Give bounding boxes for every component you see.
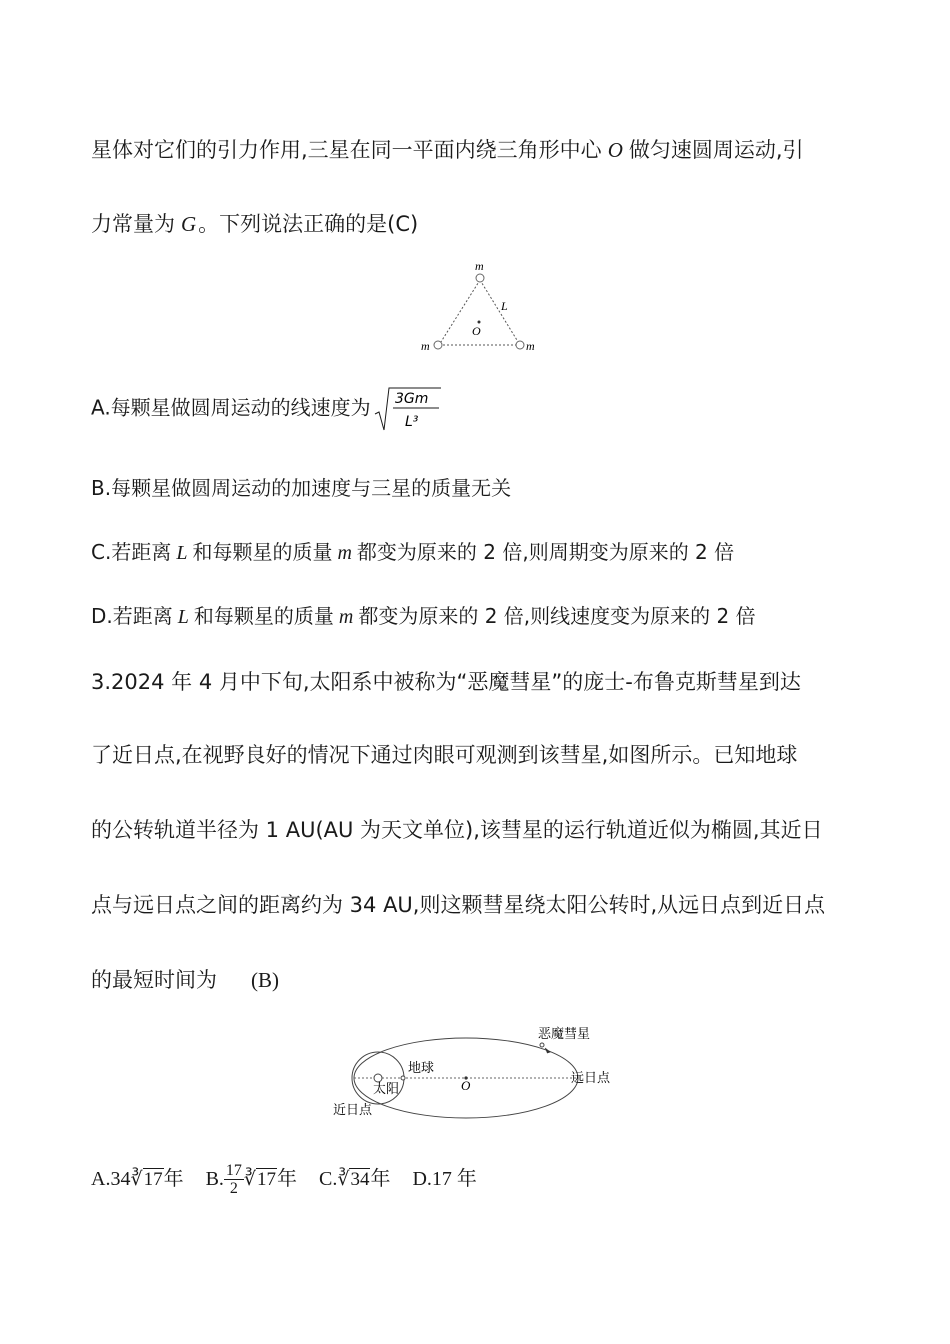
- radicand: 17: [257, 1169, 277, 1190]
- label-sun: 太阳: [373, 1081, 400, 1096]
- q3-option-c[interactable]: [319, 1166, 390, 1190]
- var-l: L: [176, 542, 188, 564]
- cube-root-icon: ∛: [130, 1168, 143, 1190]
- label-perihelion: 近日点: [333, 1102, 373, 1117]
- text: A.34: [91, 1168, 131, 1190]
- answer-b: (B): [251, 968, 279, 992]
- label-m-left: m: [421, 339, 430, 353]
- frac-denominator: L³: [404, 414, 419, 430]
- var-m: m: [338, 606, 354, 628]
- var-m: m: [337, 542, 352, 564]
- star-right: [516, 341, 524, 349]
- comet-direction-arrow: [545, 1048, 550, 1053]
- q2-option-b[interactable]: [91, 474, 511, 502]
- q3-stem-line-1: 3.2024 年 4 月中下旬,太阳系中被称为“恶魔彗星”的庞士-布鲁克斯彗星到达: [91, 670, 801, 694]
- q2-stem-line-2: [91, 210, 418, 238]
- text: 。下列说法正确的是(C): [198, 212, 419, 236]
- q3-stem-line-3: 的公转轨道半径为 1 AU(AU 为天文单位),该彗星的运行轨道近似为椭圆,其近日: [91, 818, 823, 842]
- text: 做匀速圆周运动,引: [628, 138, 804, 162]
- label-comet: 恶魔彗星: [538, 1026, 591, 1041]
- cube-root-icon: ∛: [337, 1168, 350, 1190]
- earth-marker: [401, 1076, 405, 1080]
- text: 年: [277, 1166, 298, 1190]
- label-m-right: m: [526, 339, 535, 353]
- text: D.17 年: [412, 1168, 477, 1190]
- radicand: 34: [350, 1169, 370, 1190]
- fraction: [224, 1163, 244, 1197]
- q3-stem-line-5: [91, 966, 279, 994]
- text: 和每颗星的质量: [193, 604, 334, 628]
- label-l: L: [501, 299, 508, 313]
- q2-stem-line-1: [91, 136, 804, 164]
- text: B.每颗星做圆周运动的加速度与三星的质量无关: [91, 476, 512, 500]
- text: B.: [205, 1168, 224, 1190]
- text: 都变为原来的 2 倍,则周期变为原来的 2 倍: [356, 540, 735, 564]
- star-left: [434, 341, 442, 349]
- q3-option-b[interactable]: [205, 1161, 298, 1197]
- q3-option-d[interactable]: [412, 1166, 476, 1190]
- sqrt-expression: [373, 386, 443, 432]
- text: 都变为原来的 2 倍,则线速度变为原来的 2 倍: [358, 604, 756, 628]
- star-top: [476, 274, 484, 282]
- frac-denominator: 2: [229, 1179, 238, 1197]
- frac-numerator: 17: [225, 1161, 242, 1179]
- text: D.若距离: [91, 604, 173, 628]
- q3-stem-line-2: 了近日点,在视野良好的情况下通过肉眼可观测到该彗星,如图所示。已知地球: [91, 743, 798, 767]
- three-star-triangle-figure: [415, 258, 545, 356]
- text: A.每颗星做圆周运动的线速度为: [91, 395, 371, 420]
- q2-option-d[interactable]: [91, 602, 756, 631]
- var-g: G: [181, 212, 197, 236]
- frac-numerator: 3Gm: [394, 391, 429, 407]
- radical-sign: [373, 386, 443, 432]
- text: C.若距离: [91, 540, 172, 564]
- q3-options: [91, 1158, 477, 1200]
- comet-orbit-figure: [328, 1018, 628, 1122]
- text: 力常量为: [91, 212, 175, 236]
- var-l: L: [177, 606, 189, 628]
- q2-option-c[interactable]: [91, 538, 734, 567]
- text: C.: [319, 1168, 338, 1190]
- var-o: O: [607, 138, 623, 162]
- radicand: 17: [143, 1169, 163, 1190]
- text: 的最短时间为: [91, 968, 217, 992]
- label-o: O: [472, 324, 481, 338]
- label-earth: 地球: [408, 1060, 435, 1075]
- q3-option-a[interactable]: [91, 1166, 184, 1190]
- q2-option-a[interactable]: [91, 386, 443, 432]
- text: 和每颗星的质量: [192, 540, 333, 564]
- cube-root-icon: ∛: [243, 1168, 257, 1190]
- label-m-top: m: [475, 259, 484, 273]
- text: 年: [163, 1166, 184, 1190]
- q3-stem-line-4: 点与远日点之间的距离约为 34 AU,则这颗彗星绕太阳公转时,从远日点到近日点: [91, 893, 826, 917]
- label-aphelion: 远日点: [571, 1070, 611, 1085]
- comet-marker: [540, 1043, 544, 1047]
- triangle-side-right: [480, 280, 520, 345]
- text: 星体对它们的引力作用,三星在同一平面内绕三角形中心: [91, 138, 602, 162]
- label-o: O: [461, 1078, 471, 1093]
- text: 年: [370, 1166, 391, 1190]
